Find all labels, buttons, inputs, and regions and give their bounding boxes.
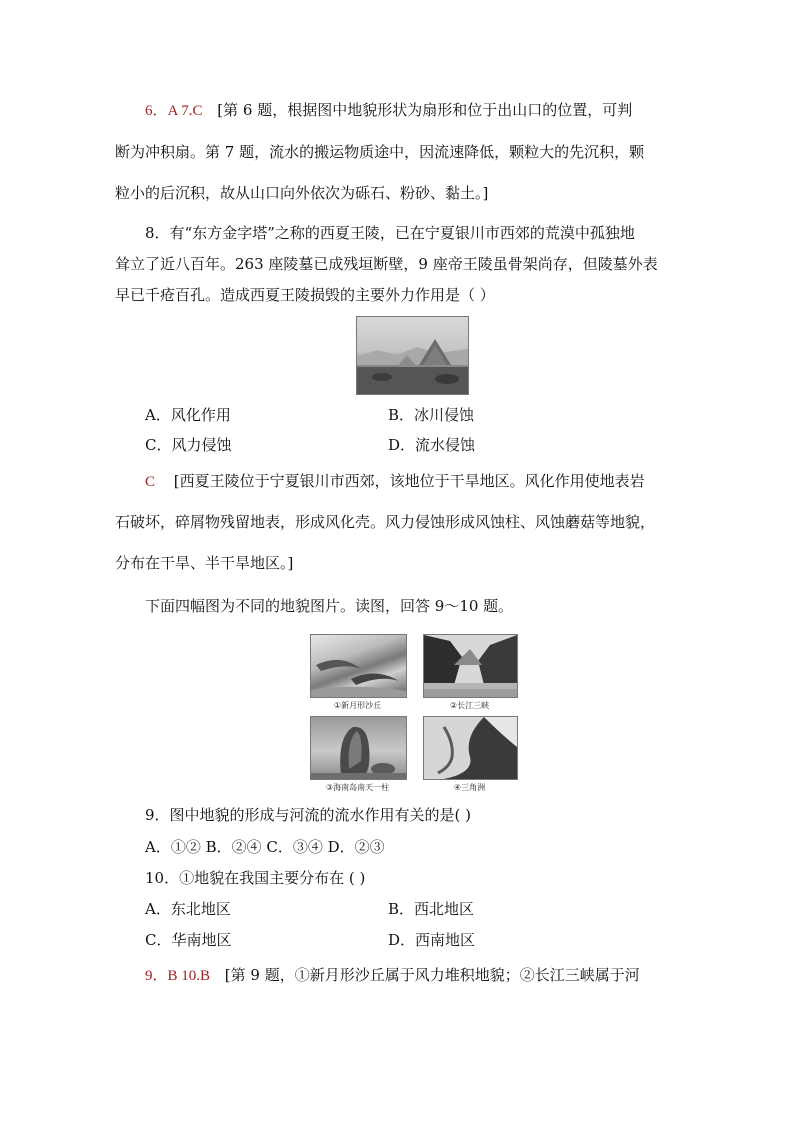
delta-photo <box>423 716 518 780</box>
q8-explain-text1: [西夏王陵位于宁夏银川市西郊，该地位于干旱地区。风化作用使地表岩 <box>173 472 645 490</box>
q8-explain-line1 <box>145 470 645 493</box>
q8-explain-line3: 分布在干旱、半干旱地区。] <box>115 554 294 572</box>
q10-option-d: D．西南地区 <box>388 931 476 949</box>
q910-explain-line1: [第 9 题，①新月形沙丘属于风力堆积地貌；②长江三峡属于河 <box>224 966 640 984</box>
q10-option-c: C．华南地区 <box>145 931 232 949</box>
q910-intro: 下面四幅图为不同的地貌图片。读图，回答 9～10 题。 <box>145 597 514 615</box>
photo2-caption: ②长江三峡 <box>449 701 490 710</box>
nantian-pillar-photo <box>310 716 407 780</box>
three-gorges-photo <box>423 634 518 698</box>
q8-stem-line3: 早已千疮百孔。造成西夏王陵损毁的主要外力作用是（ ） <box>115 286 495 304</box>
photo4-caption: ④三角洲 <box>453 783 486 792</box>
q8-explain-line2: 石破坏，碎屑物残留地表，形成风化壳。风力侵蚀形成风蚀柱、风蚀蘑菇等地貌， <box>115 513 656 531</box>
q67-explain-line3: 粒小的后沉积，故从山口向外依次为砾石、粉砂、黏土。] <box>115 184 489 202</box>
xixia-mausoleum-photo <box>356 316 469 395</box>
q8-stem-line2: 耸立了近八百年。263 座陵墓已成残垣断壁，9 座帝王陵虽骨架尚存，但陵墓外表 <box>115 255 658 273</box>
q10-option-b: B．西北地区 <box>388 900 475 918</box>
q9-stem: 9．图中地貌的形成与河流的流水作用有关的是( ) <box>145 806 472 824</box>
q8-stem-line1: 8．有“东方金字塔”之称的西夏王陵，已在宁夏银川市西郊的荒漠中孤独地 <box>145 224 635 242</box>
q9-options: A．①② B．②④ C．③④ D．②③ <box>145 838 385 856</box>
q8-option-b: B．冰川侵蚀 <box>388 406 475 424</box>
q910-answer-label: 9．B 10.B <box>145 968 211 984</box>
q67-answer-label: 6．A 7.C <box>145 103 203 119</box>
q67-explain-line2: 断为冲积扇。第 7 题，流水的搬运物质途中，因流速降低，颗粒大的先沉积，颗 <box>115 143 645 161</box>
q8-option-d: D．流水侵蚀 <box>388 436 476 454</box>
q8-option-c: C．风力侵蚀 <box>145 436 232 454</box>
photo3-caption: ③海南岛南天一柱 <box>325 783 390 792</box>
q910-answer-line1 <box>145 964 640 987</box>
q67-answer-line1 <box>145 99 632 122</box>
q8-option-a: A．风化作用 <box>145 406 231 424</box>
photo1-caption: ①新月形沙丘 <box>333 701 382 710</box>
q8-answer-label: C <box>145 474 156 490</box>
q67-explain-line1: [第 6 题，根据图中地貌形状为扇形和位于出山口的位置，可判 <box>217 101 633 119</box>
crescent-dune-photo <box>310 634 407 698</box>
q10-stem: 10．①地貌在我国主要分布在 ( ) <box>145 869 366 887</box>
q10-option-a: A．东北地区 <box>145 900 231 918</box>
